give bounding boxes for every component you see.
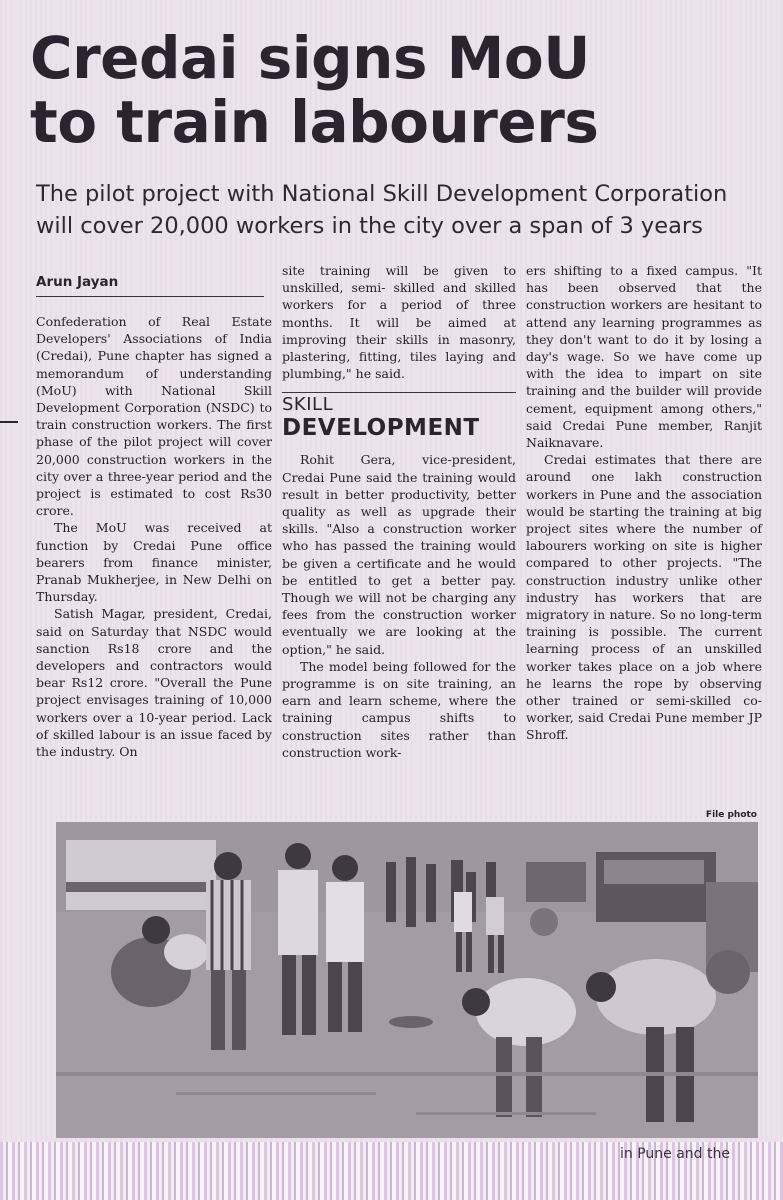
headline-line-1: Credai signs MoU [30,24,590,92]
column-1 [36,313,272,760]
paragraph: Satish Magar, president, Credai, said on Saturday that NSDC would sanction Rs18 crore and the developers and contractors would bear Rs12 crore. "Overall the Pune project envisages training of 10,000 workers over a 10-year period. Lack of skilled labour is an issue faced by the industry. On [36,606,272,760]
news-photo [56,822,758,1138]
paragraph: Confederation of Real Estate Developers' Associations of India (Credai), Pune chapter has signed a memorandum of understanding (MoU) with National Skill Development Corporation (NSDC) to train construction workers. The first phase of the pilot project will cover 20,000 construction workers in the city over a three-year period and the project is estimated to cost Rs30 crore. [36,314,272,519]
margin-mark [0,421,18,423]
section-kicker: SKILL [282,394,334,416]
headline-line-2: to train labourers [30,88,599,156]
cutoff-caption: in Pune and the [620,1146,730,1162]
subheadline-line-1: The pilot project with National Skill Development Corporation [36,181,728,207]
column-3 [526,262,762,744]
paragraph: The MoU was received at function by Credai Pune office bearers from finance minister, Pranab Mukherjee, in New Delhi on Thursday. [36,520,272,605]
photo-workers-on-road [56,822,758,1138]
paragraph: Credai estimates that there are around one lakh construction workers in Pune and the association would be starting the training at big project sites where the number of labourers working on site is higher compared to other projects. "The construction industry unlike other industry has workers that are migratory in nature. So no long-term training is possible. The current learning process of an unskilled worker takes place on a job where he learns the rope by observing other trained or semi-skilled co-worker, said Credai Pune member JP Shroff. [526,452,762,743]
column-2 [282,262,516,761]
photo-credit: File photo [705,810,757,820]
byline: Arun Jayan [36,274,119,290]
subheadline-line-2: will cover 20,000 workers in the city over a span of 3 years [36,213,703,239]
byline-rule [36,296,264,297]
paragraph: ers shifting to a fixed campus. "It has been observed that the construction workers are hesitant to attend any learning programmes as they don't want to do it by losing a day's wage. So we have come up with the idea to impart on site training and the builder will provide cement, equipment among others," said Credai Pune member, Ranjit Naiknavare. [526,263,762,451]
section-title: DEVELOPMENT [282,415,480,442]
subheadline [36,178,776,242]
headline [30,26,770,154]
paragraph: The model being followed for the programme is on site training, an earn and learn scheme, where the training campus shifts to construction sites rather than construction work- [282,658,516,760]
paragraph: site training will be given to unskilled, semi- skilled and skilled workers for a period of three months. It will be aimed at improving their skills in masonry, plastering, fitting, tiles laying and plumbing," he said. [282,263,516,382]
section-heading [282,392,516,441]
paragraph: Rohit Gera, vice-president, Credai Pune said the training would result in better productivity, better quality as well as upgrade their skills. "Also a construction worker who has passed the training would be given a certificate and he would be entitled to get a better pay. Though we will not be charging any fees from the construction worker eventually we are looking at the option," he said. [282,452,516,657]
